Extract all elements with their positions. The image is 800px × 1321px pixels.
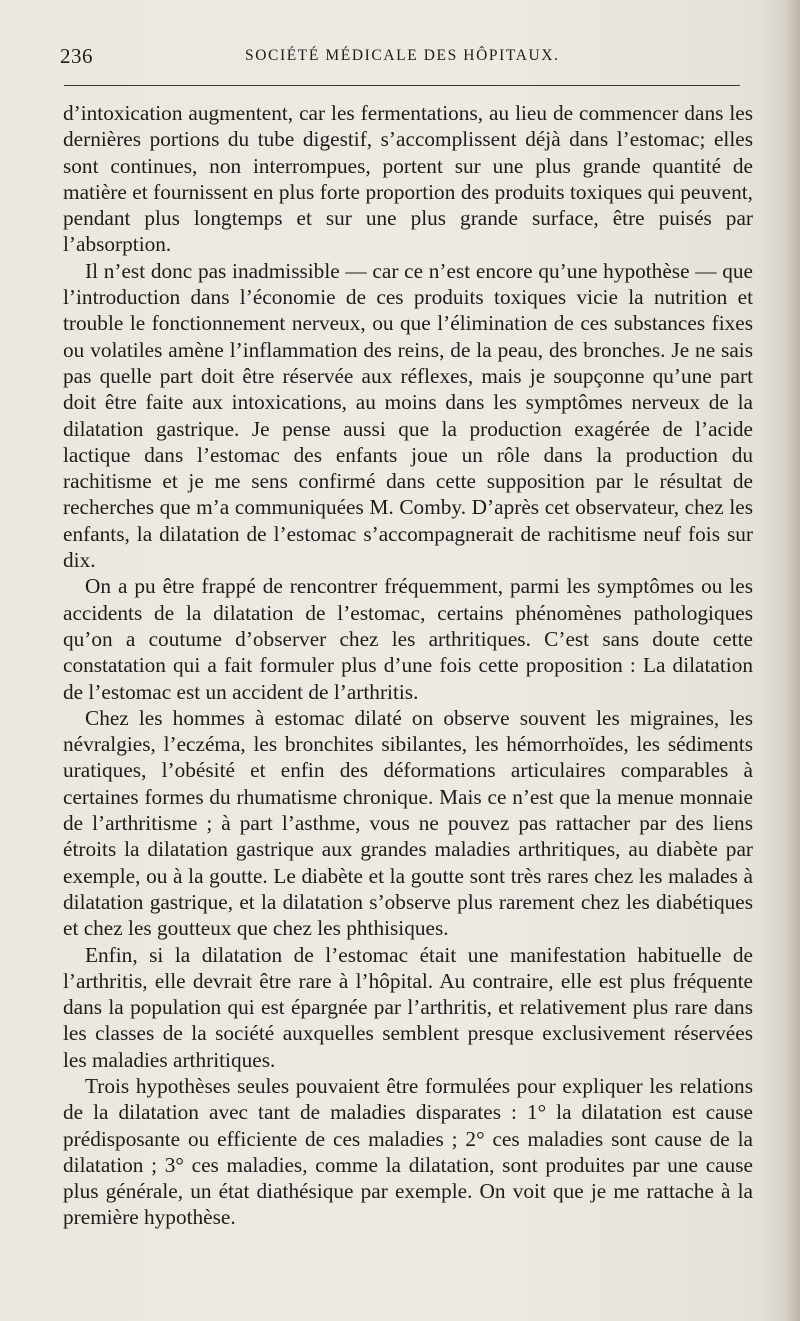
page-header [60, 44, 740, 74]
running-head: SOCIÉTÉ MÉDICALE DES HÔPITAUX. [245, 47, 560, 64]
paragraph: Il n’est donc pas inadmissible — car ce n’est encore qu’une hypothèse — que l’introduction dans l’économie de ces produits toxiques vicie la nutrition et trouble le fonctionnement nerveux, ou que l’élimination de ces substances fixes ou volatiles amène l’inflammation des reins, de la peau, des bronches. Je ne sais pas quelle part doit être réservée aux réflexes, mais je soupçonne qu’une part doit être faite aux intoxications, au moins dans les symptômes nerveux de la dilatation gastrique. Je pense aussi que la production exagérée de l’acide lactique dans l’estomac des enfants joue un rôle dans la production du rachitisme et je me sens confirmé dans cette supposition par le résultat de recherches que m’a communiquées M. Comby. D’après cet observateur, chez les enfants, la dilatation de l’estomac s’accompagnerait de rachitisme neuf fois sur dix. [63, 258, 753, 573]
paragraph-continued: d’intoxication augmentent, car les fermentations, au lieu de commencer dans les dernières portions du tube digestif, s’accomplissent déjà dans l’estomac; elles sont continues, non interrompues, portent sur une plus grande quantité de matière et fournissent en plus forte proportion des produits toxiques qui peuvent, pendant plus longtemps et sur une plus grande surface, être puisés par l’absorption. [63, 101, 753, 257]
header-rule [64, 85, 740, 86]
paragraph: Enfin, si la dilatation de l’estomac était une manifestation habituelle de l’arthritis, elle devrait être rare à l’hôpital. Au contraire, elle est plus fréquente dans la population qui est épargnée par l’arthritis, et relativement plus rare dans les classes de la société auxquelles semblent presque exclusivement réservées les maladies arthritiques. [63, 942, 753, 1072]
paragraph: Chez les hommes à estomac dilaté on observe souvent les migraines, les névralgies, l’eczéma, les bronchites sibilantes, les hémorrhoïdes, les sédiments uratiques, l’obésité et enfin des déformations articulaires comparables à certaines formes du rhumatisme chronique. Mais ce n’est que la menue monnaie de l’arthritisme ; à part l’asthme, vous ne pouvez pas rattacher par des liens étroits la dilatation gastrique aux grandes maladies arthritiques, au diabète par exemple, ou à la goutte. Le diabète et la goutte sont très rares chez les malades à dilatation gastrique, et la dilatation s’observe plus rarement chez les diabétiques et chez les goutteux que chez les phthisiques. [63, 705, 753, 941]
paragraph: Trois hypothèses seules pouvaient être formulées pour expliquer les relations de la dilatation avec tant de maladies disparates : 1° la dilatation est cause prédisposante ou efficiente de ces maladies ; 2° ces maladies sont cause de la dilatation ; 3° ces maladies, comme la dilatation, sont produites par une cause plus générale, un état diathésique par exemple. On voit que je me rattache à la première hypothèse. [63, 1073, 753, 1230]
body-text [63, 100, 753, 1231]
page-number: 236 [60, 44, 93, 68]
page-edge-shadow [786, 0, 800, 1321]
paragraph: On a pu être frappé de rencontrer fréquemment, parmi les symptômes ou les accidents de la dilatation de l’estomac, certains phénomènes pathologiques qu’on a coutume d’observer chez les arthritiques. C’est sans doute cette constatation qui a fait formuler plus d’une fois cette proposition : La dilatation de l’estomac est un accident de l’arthritis. [63, 574, 753, 704]
